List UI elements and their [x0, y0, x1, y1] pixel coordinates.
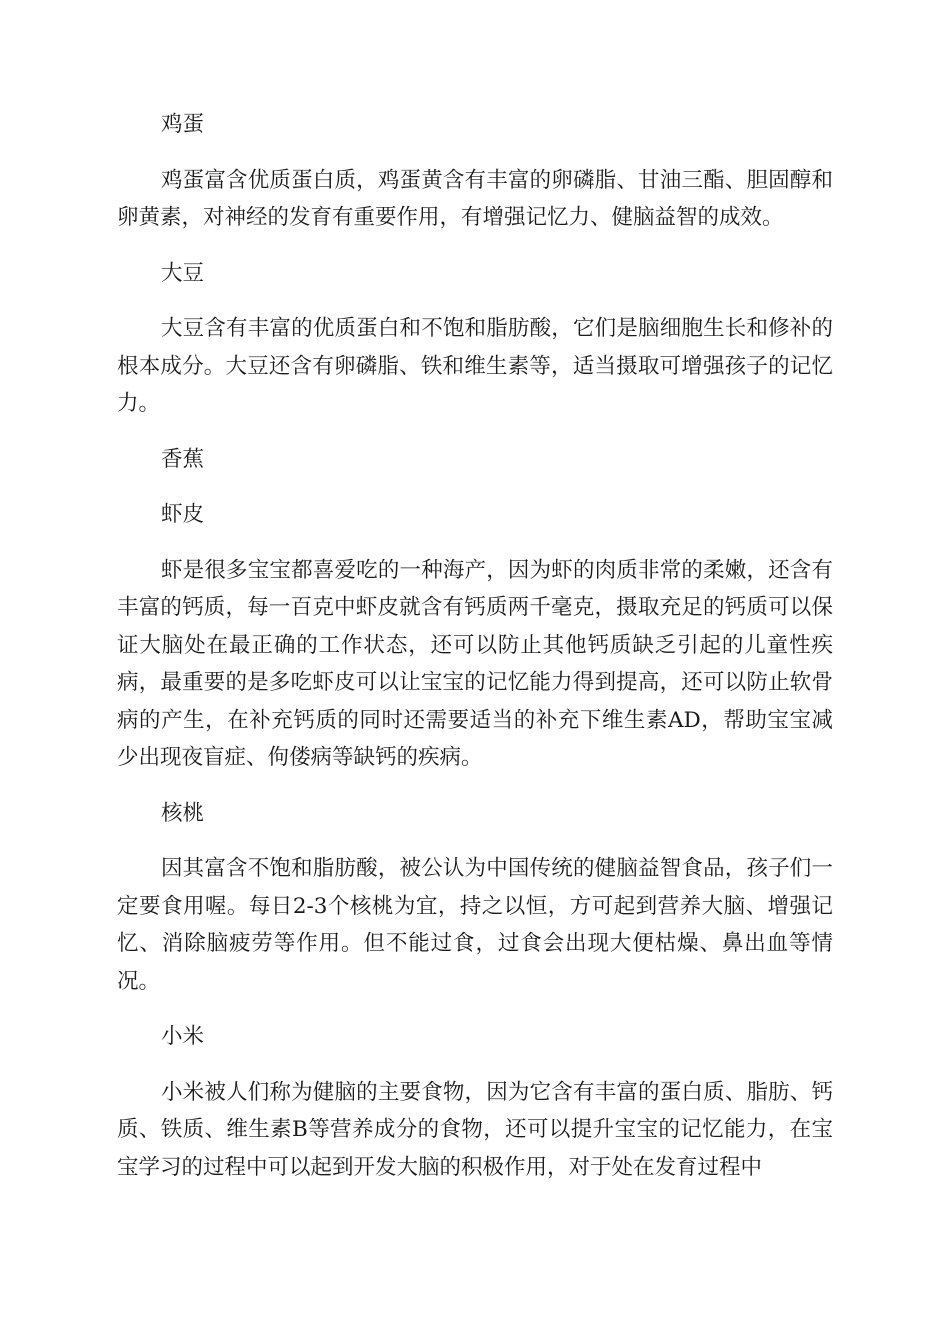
- section-title-banana: 香蕉: [161, 446, 205, 472]
- section-paragraph-egg: 鸡蛋富含优质蛋白质，鸡蛋黄含有丰富的卵磷脂、甘油三酯、胆固醇和卵黄素，对神经的发育有重要作用，有增强记忆力、健脑益智的成效。: [117, 167, 833, 230]
- section-paragraph-soybean: 大豆含有丰富的优质蛋白和不饱和脂肪酸，它们是脑细胞生长和修补的根本成分。大豆还含有卵磷脂、铁和维生素等，适当摄取可增强孩子的记忆力。: [117, 316, 833, 416]
- section-paragraph-shrimp-skin: 虾是很多宝宝都喜爱吃的一种海产，因为虾的肉质非常的柔嫩，还含有丰富的钙质，每一百克中虾皮就含有钙质两千毫克，摄取充足的钙质可以保证大脑处在最正确的工作状态，还可以防止其他钙质缺乏引起的儿童性疾病，最重要的是多吃虾皮可以让宝宝的记忆能力得到提高，还可以防止软骨病的产生，在补充钙质的同时还需要适当的补充下维生素AD，帮助宝宝减少出现夜盲症、佝偻病等缺钙的疾病。: [117, 557, 833, 770]
- section-title-egg: 鸡蛋: [161, 112, 205, 137]
- document-body: [117, 106, 833, 1204]
- section-paragraph-millet: 小米被人们称为健脑的主要食物，因为它含有丰富的蛋白质、脂肪、钙质、铁质、维生素B等营养成分的食物，还可以提升宝宝的记忆能力，在宝宝学习的过程中可以起到开发大脑的积极作用，对于处在发育过程中: [117, 1079, 833, 1180]
- section-title-soybean: 大豆: [161, 260, 205, 286]
- section-title-walnut: 核桃: [161, 800, 205, 826]
- section-title-millet: 小米: [161, 1024, 205, 1049]
- section-title-shrimp-skin: 虾皮: [161, 502, 205, 527]
- section-paragraph-walnut: 因其富含不饱和脂肪酸，被公认为中国传统的健脑益智食品，孩子们一定要食用喔。每日2-3个核桃为宜，持之以恒，方可起到营养大脑、增强记忆、消除脑疲劳等作用。但不能过食，过食会出现大便枯燥、鼻出血等情况。: [117, 856, 833, 994]
